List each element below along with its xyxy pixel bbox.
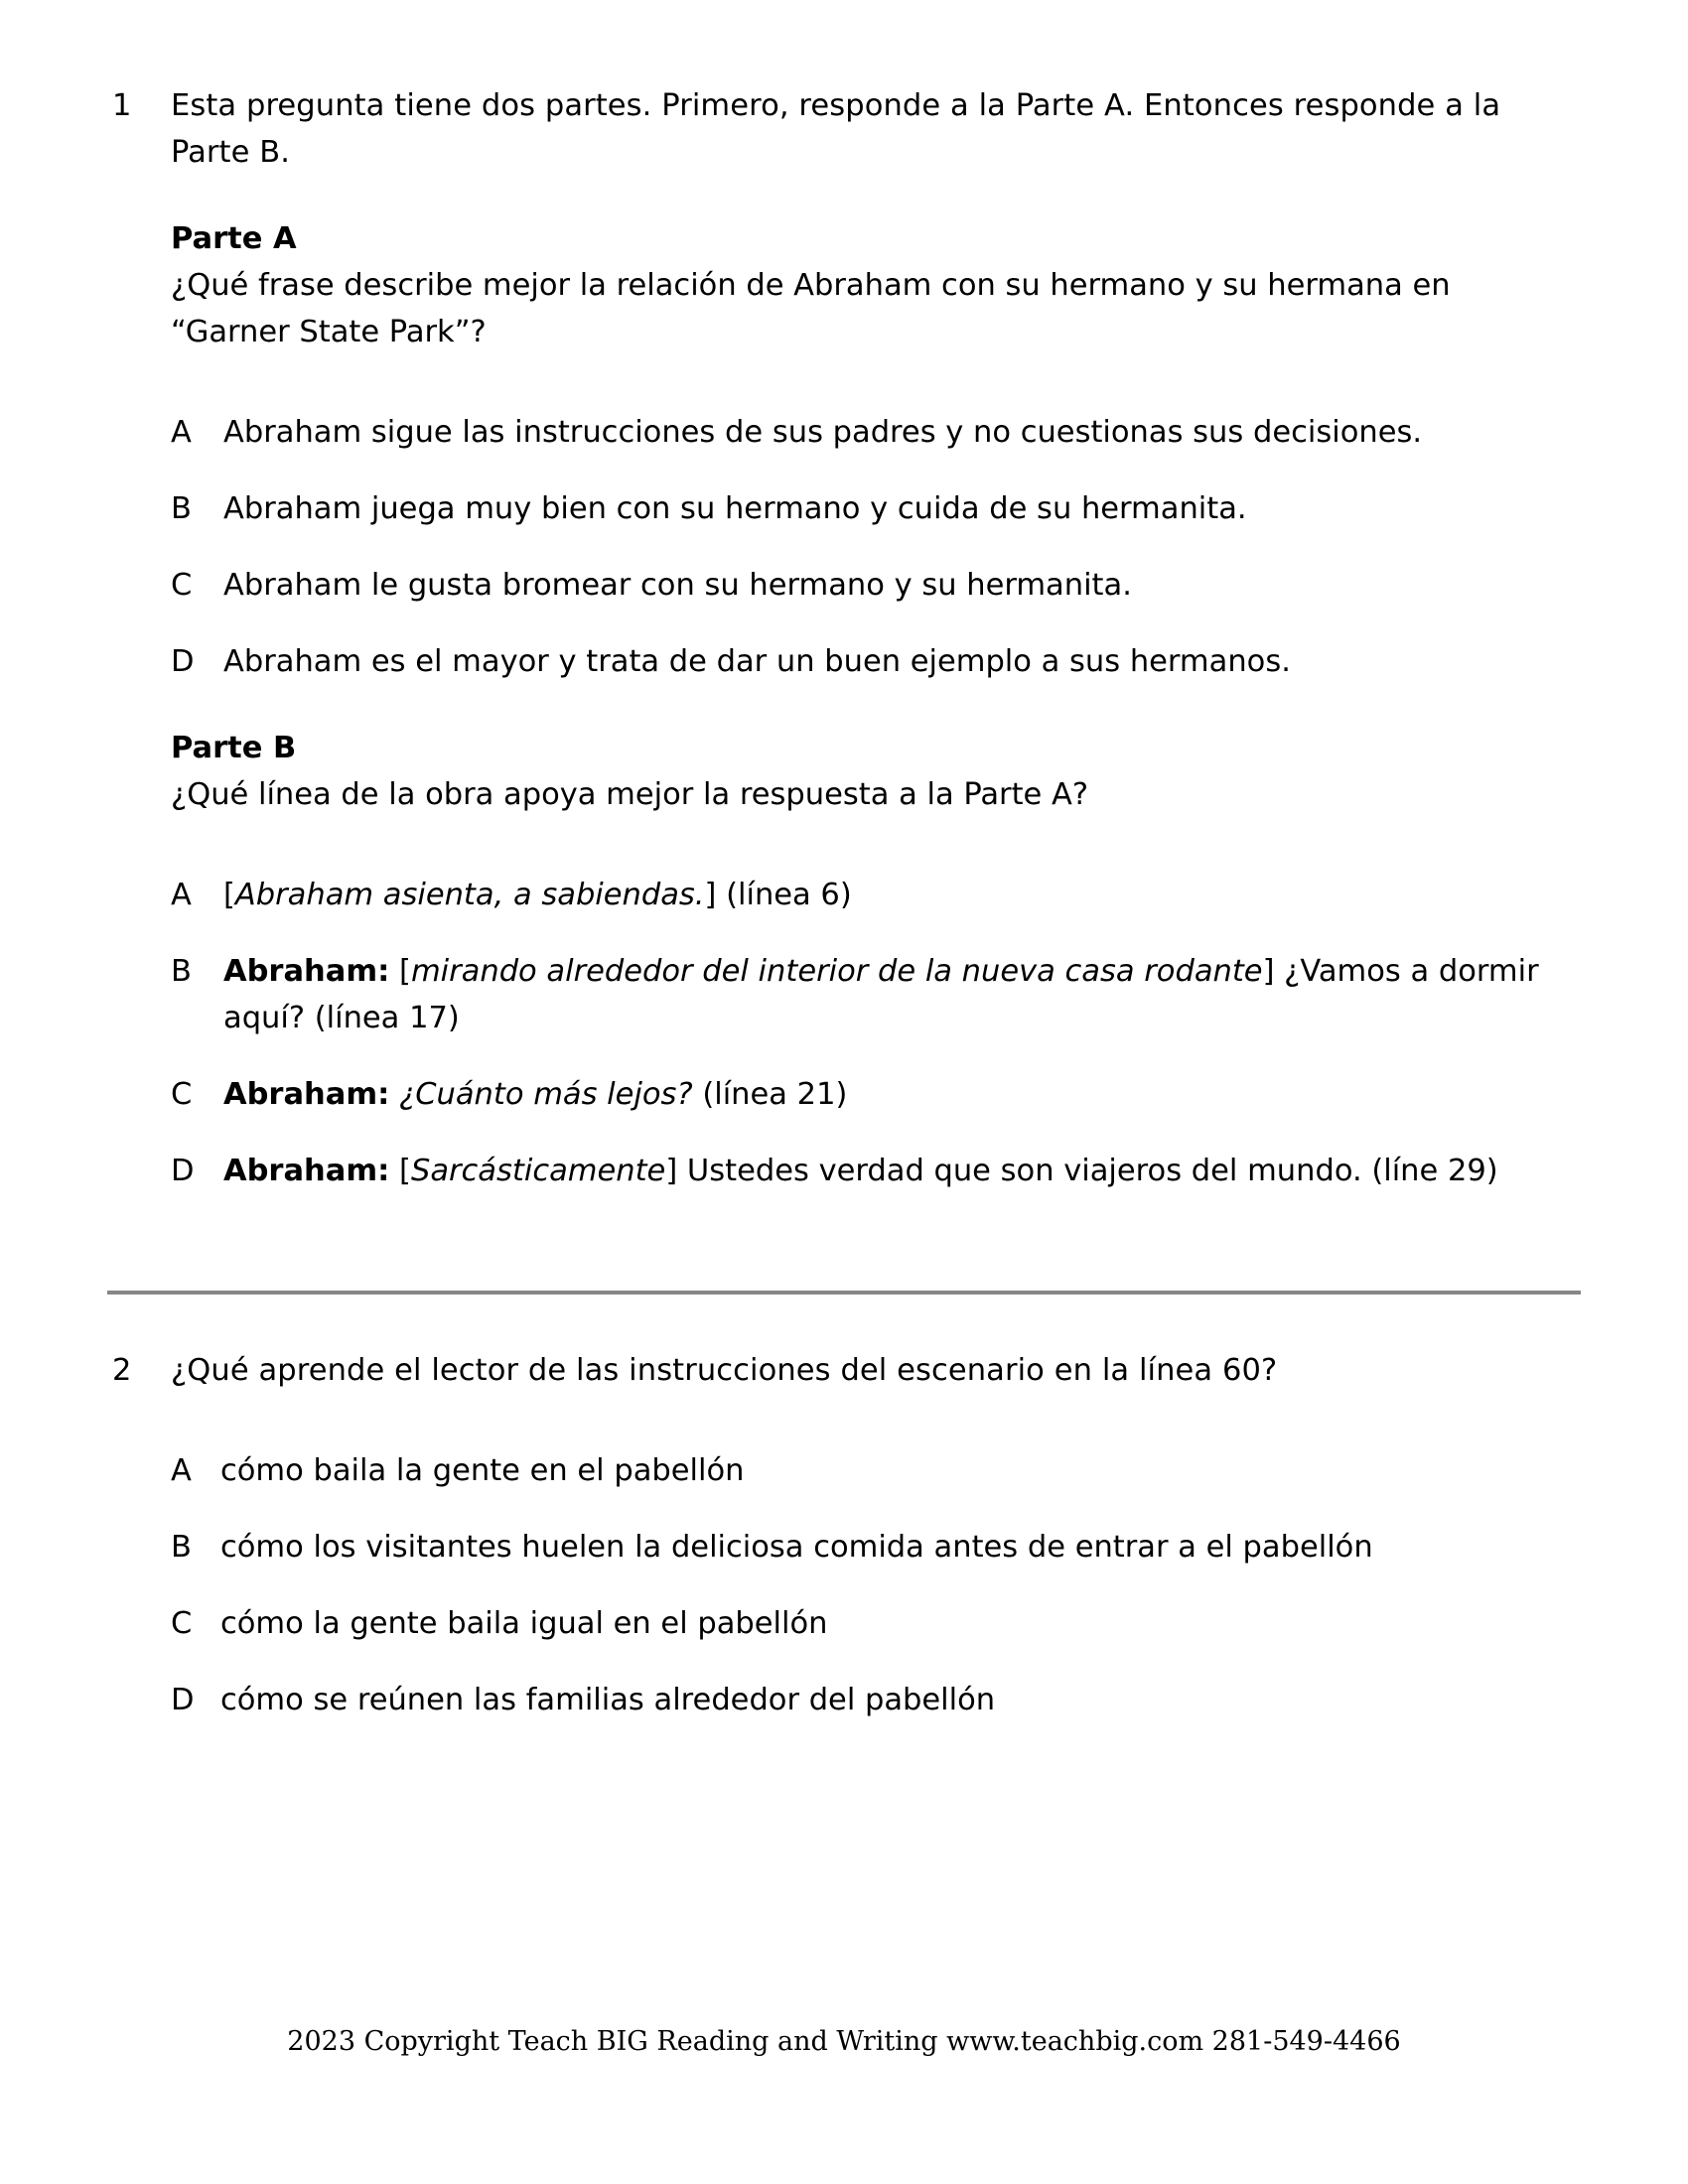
text-run-plain: [ bbox=[389, 1154, 411, 1188]
choice-letter: C bbox=[171, 568, 193, 603]
question-2-choice-a[interactable] bbox=[0, 1447, 1688, 1494]
choice-letter: D bbox=[171, 644, 195, 679]
part-b-choice-a[interactable] bbox=[0, 872, 1688, 918]
question-1-block bbox=[0, 82, 1688, 1194]
spacer bbox=[0, 818, 1688, 842]
text-run-bold: Abraham: bbox=[223, 1154, 390, 1188]
choice-letter: D bbox=[171, 1683, 195, 1717]
text-run-italic: Abraham asienta, a sabiendas. bbox=[234, 878, 705, 912]
choice-letter: B bbox=[171, 491, 192, 526]
choice-letter: A bbox=[171, 1453, 192, 1488]
section-divider bbox=[107, 1291, 1581, 1295]
text-run-plain: ] Ustedes verdad que son viajeros del mundo. (líne 29) bbox=[665, 1154, 1498, 1188]
question-1-stem: Esta pregunta tiene dos partes. Primero, responde a la Parte A. Entonces responde a la Parte B. bbox=[171, 88, 1501, 170]
choice-text: Abraham le gusta bromear con su hermano y su hermanita. bbox=[223, 568, 1132, 603]
choice-text: cómo los visitantes huelen la deliciosa comida antes de entrar a el pabellón bbox=[220, 1530, 1373, 1565]
part-b-choice-d[interactable] bbox=[0, 1148, 1688, 1194]
choice-text: Abraham sigue las instrucciones de sus padres y no cuestionas sus decisiones. bbox=[223, 415, 1423, 450]
choice-letter: D bbox=[171, 1154, 195, 1188]
text-run-plain: [ bbox=[389, 954, 411, 989]
choice-text bbox=[223, 878, 852, 912]
choice-letter: C bbox=[171, 1606, 193, 1641]
text-run-italic: ¿Cuánto más lejos? bbox=[399, 1077, 693, 1112]
text-run-italic: Sarcásticamente bbox=[410, 1154, 666, 1188]
text-run-plain: [ bbox=[223, 878, 235, 912]
choice-text bbox=[223, 954, 1539, 1035]
question-2-number: 2 bbox=[112, 1353, 132, 1388]
part-b-heading: Parte B bbox=[171, 731, 297, 765]
choice-letter: C bbox=[171, 1077, 193, 1112]
spacer bbox=[0, 355, 1688, 379]
choice-text bbox=[223, 1077, 847, 1112]
text-run-bold: Abraham: bbox=[223, 954, 390, 989]
choice-text: cómo la gente baila igual en el pabellón bbox=[220, 1606, 828, 1641]
text-run-plain: (línea 21) bbox=[692, 1077, 848, 1112]
spacer bbox=[0, 685, 1688, 725]
part-b-prompt: ¿Qué línea de la obra apoya mejor la respuesta a la Parte A? bbox=[171, 777, 1089, 812]
part-b-choice-c[interactable] bbox=[0, 1071, 1688, 1118]
text-run-plain: ] (línea 6) bbox=[704, 878, 852, 912]
part-b-choice-b[interactable] bbox=[0, 948, 1688, 1041]
text-run-bold: Abraham: bbox=[223, 1077, 390, 1112]
part-a-choice-a[interactable] bbox=[0, 409, 1688, 456]
spacer bbox=[0, 1394, 1688, 1418]
choice-text bbox=[223, 1154, 1498, 1188]
choice-letter: B bbox=[171, 954, 192, 989]
part-a-choice-c[interactable] bbox=[0, 562, 1688, 609]
text-run-plain bbox=[389, 1077, 399, 1112]
question-2-choice-c[interactable] bbox=[0, 1600, 1688, 1647]
spacer bbox=[0, 176, 1688, 215]
choice-text: Abraham es el mayor y trata de dar un buen ejemplo a sus hermanos. bbox=[223, 644, 1291, 679]
part-a-heading: Parte A bbox=[171, 221, 297, 256]
question-2-block bbox=[0, 1347, 1688, 1723]
part-a-prompt: ¿Qué frase describe mejor la relación de Abraham con su hermano y su hermana en “Garner State Park”? bbox=[171, 268, 1451, 349]
text-run-plain: ] ¿Vamos a dormir aquí? (línea 17) bbox=[223, 954, 1539, 1035]
question-1-number: 1 bbox=[112, 88, 132, 123]
question-2-stem-row bbox=[0, 1347, 1688, 1394]
choice-text: Abraham juega muy bien con su hermano y cuida de su hermanita. bbox=[223, 491, 1247, 526]
question-2-stem: ¿Qué aprende el lector de las instrucciones del escenario en la línea 60? bbox=[171, 1353, 1278, 1388]
choice-letter: A bbox=[171, 415, 192, 450]
text-run-italic: mirando alrededor del interior de la nueva casa rodante bbox=[410, 954, 1263, 989]
question-2-choice-d[interactable] bbox=[0, 1677, 1688, 1723]
page-footer bbox=[0, 2025, 1688, 2059]
question-1-stem-row bbox=[0, 82, 1688, 176]
part-a-choice-b[interactable] bbox=[0, 485, 1688, 532]
choice-letter: B bbox=[171, 1530, 192, 1565]
choice-letter: A bbox=[171, 878, 192, 912]
choice-text: cómo baila la gente en el pabellón bbox=[220, 1453, 745, 1488]
choice-text: cómo se reúnen las familias alrededor del pabellón bbox=[220, 1683, 996, 1717]
footer-copyright-text: 2023 Copyright Teach BIG Reading and Writing www.teachbig.com 281-549-4466 bbox=[287, 2026, 1401, 2057]
question-2-choice-b[interactable] bbox=[0, 1524, 1688, 1570]
part-a-choice-d[interactable] bbox=[0, 638, 1688, 685]
